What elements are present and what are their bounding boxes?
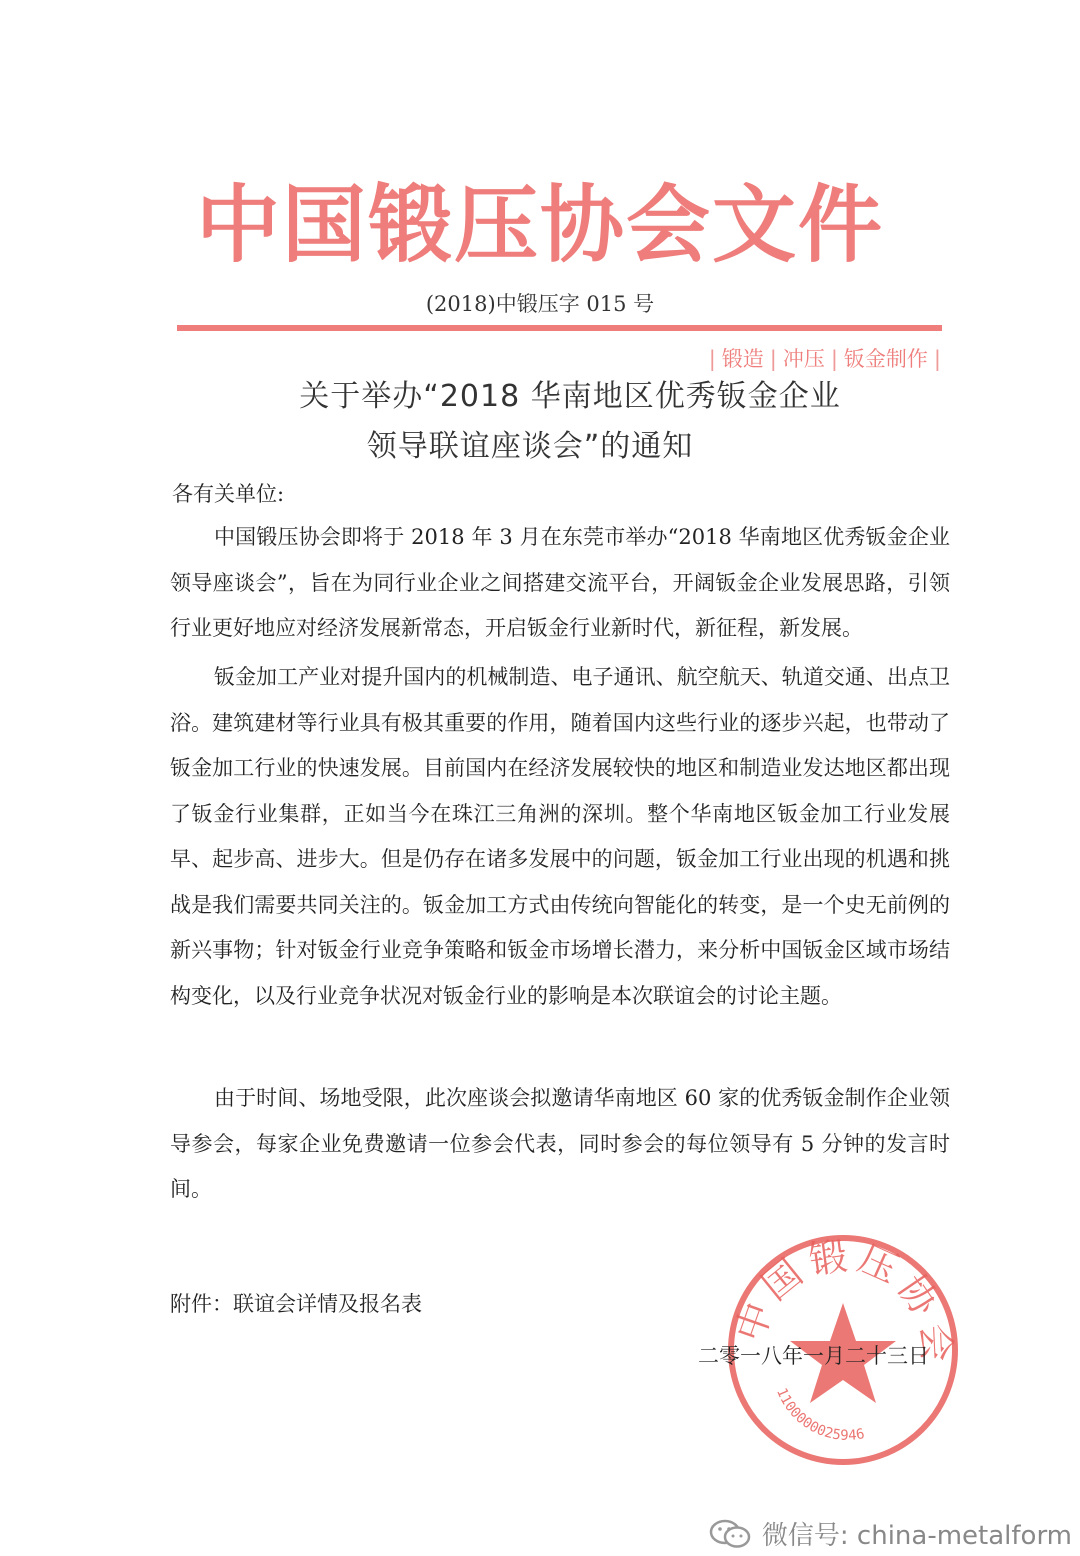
wechat-icon [708, 1519, 752, 1549]
paragraph-2: 钣金加工产业对提升国内的机械制造、电子通讯、航空航天、轨道交通、出点卫浴。建筑建材等行业具有极其重要的作用，随着国内这些行业的逐步兴起，也带动了钣金加工行业的快速发展。目前国内在经济发展较快的地区和制造业发达地区都出现了钣金行业集群，正如当今在珠江三角洲的深圳。整个华南地区钣金加工行业发展早、起步高、进步大。但是仍存在诸多发展中的问题，钣金加工行业出现的机遇和挑战是我们需要共同关注的。钣金加工方式由传统向智能化的转变，是一个史无前例的新兴事物；针对钣金行业竞争策略和钣金市场增长潜力，来分析中国钣金区域市场结构变化，以及行业竞争状况对钣金行业的影响是本次联谊会的讨论主题。 [170, 665, 950, 1008]
issue-date: 二零一八年一月二十三日 [698, 1344, 929, 1368]
document-number: (2018)中锻压字 015 号 [425, 292, 655, 316]
watermark-text: 微信号: china-metalform [761, 1521, 1072, 1551]
masthead-title: 中国锻压协会文件 [195, 176, 884, 274]
notice-title-line2: 领导联谊座谈会”的通知 [366, 429, 694, 464]
salutation: 各有关单位: [172, 482, 285, 506]
seal-text: 中国锻压协会 [727, 1233, 959, 1369]
tag-stamping: 冲压 [782, 347, 825, 371]
paragraph-3: 由于时间、场地受限，此次座谈会拟邀请华南地区 60 家的优秀钣金制作企业领导参会，每家企业免费邀请一位参会代表，同时参会的每位领导有 5 分钟的发言时间。 [170, 1086, 950, 1201]
notice-title-line1: 关于举办“2018 华南地区优秀钣金企业 [299, 379, 841, 414]
red-divider [177, 325, 942, 331]
tag-forging: 锻造 [721, 347, 764, 371]
wechat-watermark [708, 1515, 1072, 1552]
attachment-note: 附件：联谊会详情及报名表 [170, 1292, 422, 1316]
tag-sheet-metal: 钣金制作 [843, 347, 928, 371]
category-tags: | 锻造 | 冲压 | 钣金制作 | [708, 347, 941, 371]
paragraph-1: 中国锻压协会即将于 2018 年 3 月在东莞市举办“2018 华南地区优秀钣金企业领导座谈会”，旨在为同行业企业之间搭建交流平台，开阔钣金企业发展思路，引领行业更好地应对经济发展新常态，开启钣金行业新时代，新征程，新发展。 [170, 525, 950, 640]
seal-number: 1100000025946 [773, 1385, 866, 1445]
